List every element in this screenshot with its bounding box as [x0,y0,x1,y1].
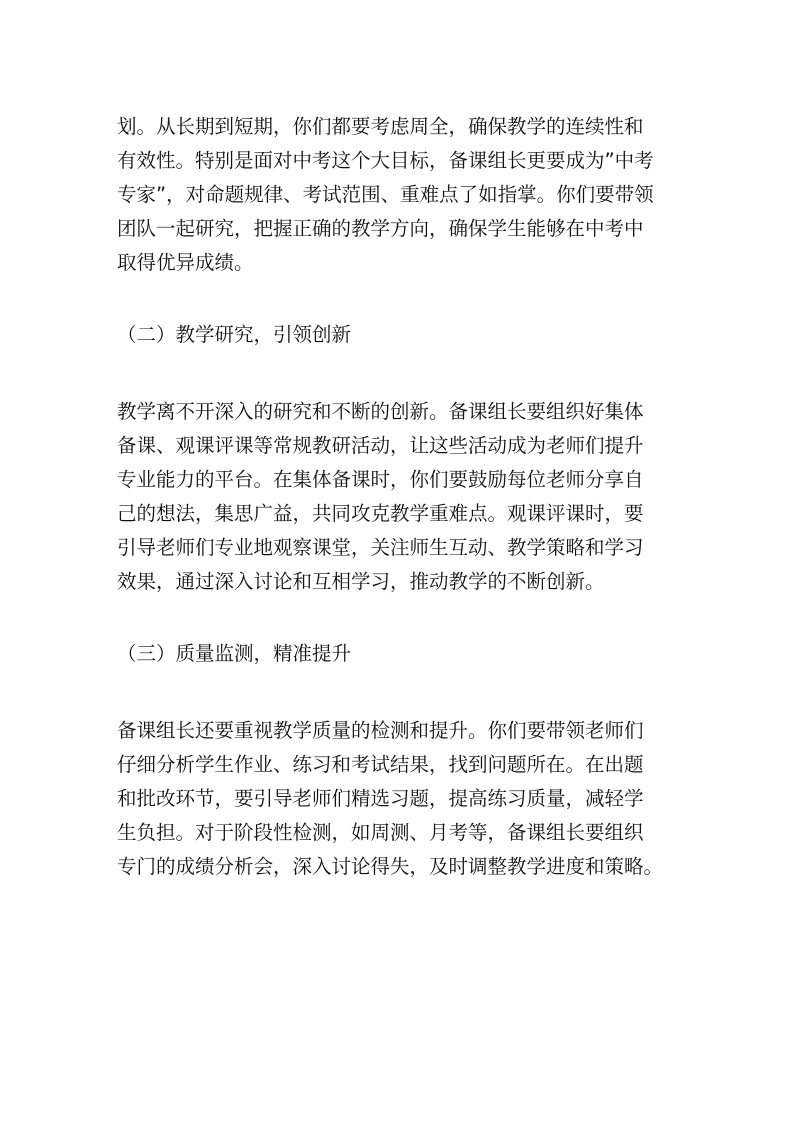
text-line: 专门的成绩分析会，深入讨论得失，及时调整教学进度和策略。 [117,855,664,878]
text-line: 己的想法，集思广益，共同攻克教学重难点。观课评课时，要 [117,502,644,525]
text-line: 专家”，对命题规律、考试范围、重难点了如指掌。你们要带领 [117,183,654,206]
text-line: 取得优异成绩。 [117,251,254,274]
text-line: 划。从长期到短期，你们都要考虑周全，确保教学的连续性和 [117,115,644,138]
section-heading-quality-monitoring: （三）质量监测，精准提升 [117,642,352,665]
text-line: 备课、观课评课等常规教研活动，让这些活动成为老师们提升 [117,434,644,457]
text-line: 生负担。对于阶段性检测，如周测、月考等，备课组长要组织 [117,821,644,844]
paragraph-spacer [117,280,689,318]
text-line: 备课组长还要重视教学质量的检测和提升。你们要带领老师们 [117,719,644,742]
text-line: 专业能力的平台。在集体备课时，你们要鼓励每位老师分享自 [117,468,644,491]
text-line: 有效性。特别是面对中考这个大目标，备课组长更要成为”中考 [117,149,654,172]
text-line: 团队一起研究，把握正确的教学方向，确保学生能够在中考中 [117,217,644,240]
paragraph-planning [117,110,689,280]
text-line: 引导老师们专业地观察课堂，关注师生互动、教学策略和学习 [117,536,644,559]
paragraph-teaching-research [117,395,689,599]
paragraph-spacer [117,671,689,714]
text-line: 和批改环节，要引导老师们精选习题，提高练习质量，减轻学 [117,787,644,810]
paragraph-spacer [117,352,689,395]
text-line: 效果，通过深入讨论和互相学习，推动教学的不断创新。 [117,570,605,593]
paragraph-spacer [117,599,689,637]
text-line: 教学离不开深入的研究和不断的创新。备课组长要组织好集体 [117,400,644,423]
text-line: 仔细分析学生作业、练习和考试结果，找到问题所在。在出题 [117,753,644,776]
document-body [117,110,689,884]
section-heading-teaching-research: （二）教学研究，引领创新 [117,323,352,346]
paragraph-quality-monitoring [117,714,689,884]
